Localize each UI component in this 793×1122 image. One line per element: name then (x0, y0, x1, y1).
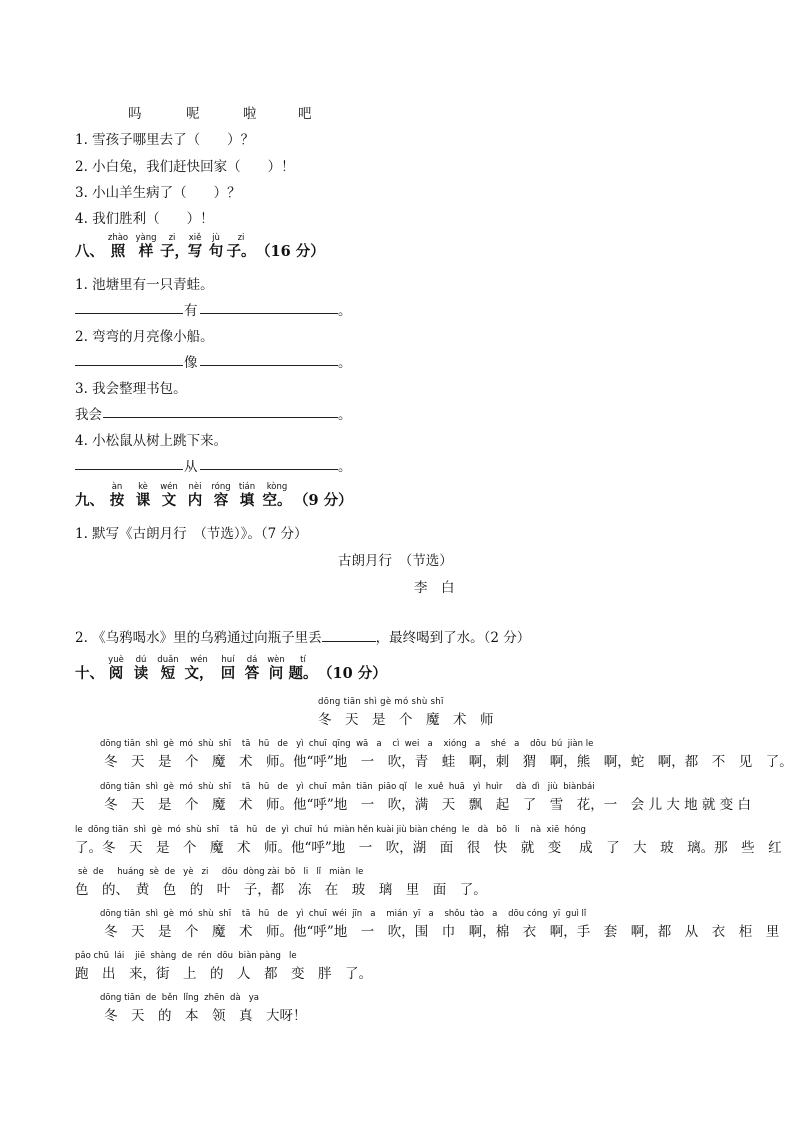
particle-option: 呢 (186, 106, 200, 122)
sentence-end: 。 (338, 303, 352, 319)
example-sentence: 2. 弯弯的月亮像小船。 (75, 329, 214, 345)
section-9-heading: 九、 àn 按 kè 课 wén 文 nèi 内 róng 容 tián 填 kòng 空。 （9 分） (75, 482, 353, 509)
section-10-heading: 十、 yuè 阅 dú 读 duǎn 短 wén 文， huí 回 dá 答 wèn 问 tí 题。 （10 分） (75, 655, 387, 682)
sentence-end: 。 (338, 407, 352, 423)
story-line: 冬 天 是 个 魔 术 师。他“呼”地 一 吹，满 天 飘 起 了 雪 花，一 会 儿 大 地 就 变 白 (104, 797, 752, 813)
pattern-word: 我会 (75, 407, 102, 423)
story-pinyin-line: sè de huáng sè de yè zi dōu dòng zài bō li lǐ miàn le (78, 867, 364, 877)
pattern-word: 有 (184, 303, 198, 319)
question-2 (75, 626, 530, 646)
question-2-text: ，最终喝到了水。（2 分） (375, 630, 531, 646)
particle-option: 吗 (128, 106, 142, 122)
example-sentence: 4. 小松鼠从树上跳下来。 (75, 433, 228, 449)
question-2-text: 2. 《乌鸦喝水》里的乌鸦通过向瓶子里丢 (75, 630, 322, 646)
answer-blank[interactable] (75, 365, 183, 366)
particle-option: 啦 (243, 106, 257, 122)
poem-author: 李 白 (414, 580, 455, 596)
fill-particle-question: 1. 雪孩子哪里去了（ ）？ (75, 132, 255, 148)
story-pinyin-line: dōng tiān shì gè mó shù shī tā hū de yì chuī mǎn tiān piāo qǐ le xuě huā yì huìr dà dì jiù biànbái (100, 782, 595, 792)
story-line: 色 的、 黄 色 的 叶 子，都 冻 在 玻 璃 里 面 了。 (75, 882, 487, 898)
pattern-word: 像 (184, 355, 198, 371)
story-pinyin-line: le dōng tiān shì gè mó shù shī tā hū de yì chuī hú miàn hěn kuài jiù biàn chéng le dà bō li nà xiē hóng (75, 825, 586, 835)
poem-title: 古朗月行 （节选） (338, 553, 453, 569)
story-pinyin-line: dōng tiān de běn lǐng zhēn dà ya (100, 993, 259, 1003)
story-pinyin-line: pǎo chū lái jiē shàng de rén dōu biàn pàng le (75, 951, 297, 961)
answer-blank[interactable] (200, 469, 338, 470)
story-line: 冬 天 是 个 魔 术 师。他“呼”地 一 吹，围 巾 啊，棉 衣 啊，手 套 啊，都 从 衣 柜 里 (104, 924, 780, 940)
answer-blank[interactable] (103, 417, 338, 418)
story-pinyin-line: dōng tiān shì gè mó shù shī tā hū de yì chuī wéi jīn a mián yī a shǒu tào a dōu cóng yī guì lǐ (100, 909, 587, 919)
story-line: 冬 天 是 个 魔 术 师。他“呼”地 一 吹，青 蛙 啊，刺 猬 啊，熊 啊，蛇 啊，都 不 见 了。 (104, 754, 793, 770)
fill-particle-question: 2. 小白兔，我们赶快回家（ ）！ (75, 159, 295, 175)
sentence-end: 。 (338, 459, 352, 475)
example-sentence: 3. 我会整理书包。 (75, 381, 187, 397)
story-line: 冬 天 的 本 领 真 大呀！ (104, 1008, 307, 1024)
story-line: 跑 出 来，街 上 的 人 都 变 胖 了。 (75, 966, 372, 982)
question-1: 1. 默写《古朗月行 （节选）》。（7 分） (75, 526, 308, 542)
story-title-pinyin: dōng tiān shì gè mó shù shī (318, 697, 444, 707)
answer-blank[interactable] (75, 313, 183, 314)
answer-blank[interactable] (322, 629, 376, 642)
answer-blank[interactable] (200, 313, 338, 314)
pattern-word: 从 (184, 459, 198, 475)
answer-blank[interactable] (75, 469, 183, 470)
fill-particle-question: 4. 我们胜利（ ）！ (75, 211, 214, 227)
particle-option: 吧 (298, 106, 312, 122)
answer-blank[interactable] (200, 365, 338, 366)
story-title: 冬 天 是 个 魔 术 师 (318, 712, 494, 728)
sentence-end: 。 (338, 355, 352, 371)
story-pinyin-line: dōng tiān shì gè mó shù shī tā hū de yì chuī qīng wā a cì wei a xióng a shé a dōu bú jiàn le (100, 739, 594, 749)
story-line: 了。冬 天 是 个 魔 术 师。他“呼”地 一 吹，湖 面 很 快 就 变 成 了 大 玻 璃。那 些 红 (75, 840, 782, 856)
fill-particle-question: 3. 小山羊生病了（ ）？ (75, 185, 241, 201)
section-8-heading: 八、 zhào 照 yàng 样 zi 子， xiě 写 jù 句 zi 子。 （16 分） (75, 233, 325, 260)
example-sentence: 1. 池塘里有一只青蛙。 (75, 277, 214, 293)
